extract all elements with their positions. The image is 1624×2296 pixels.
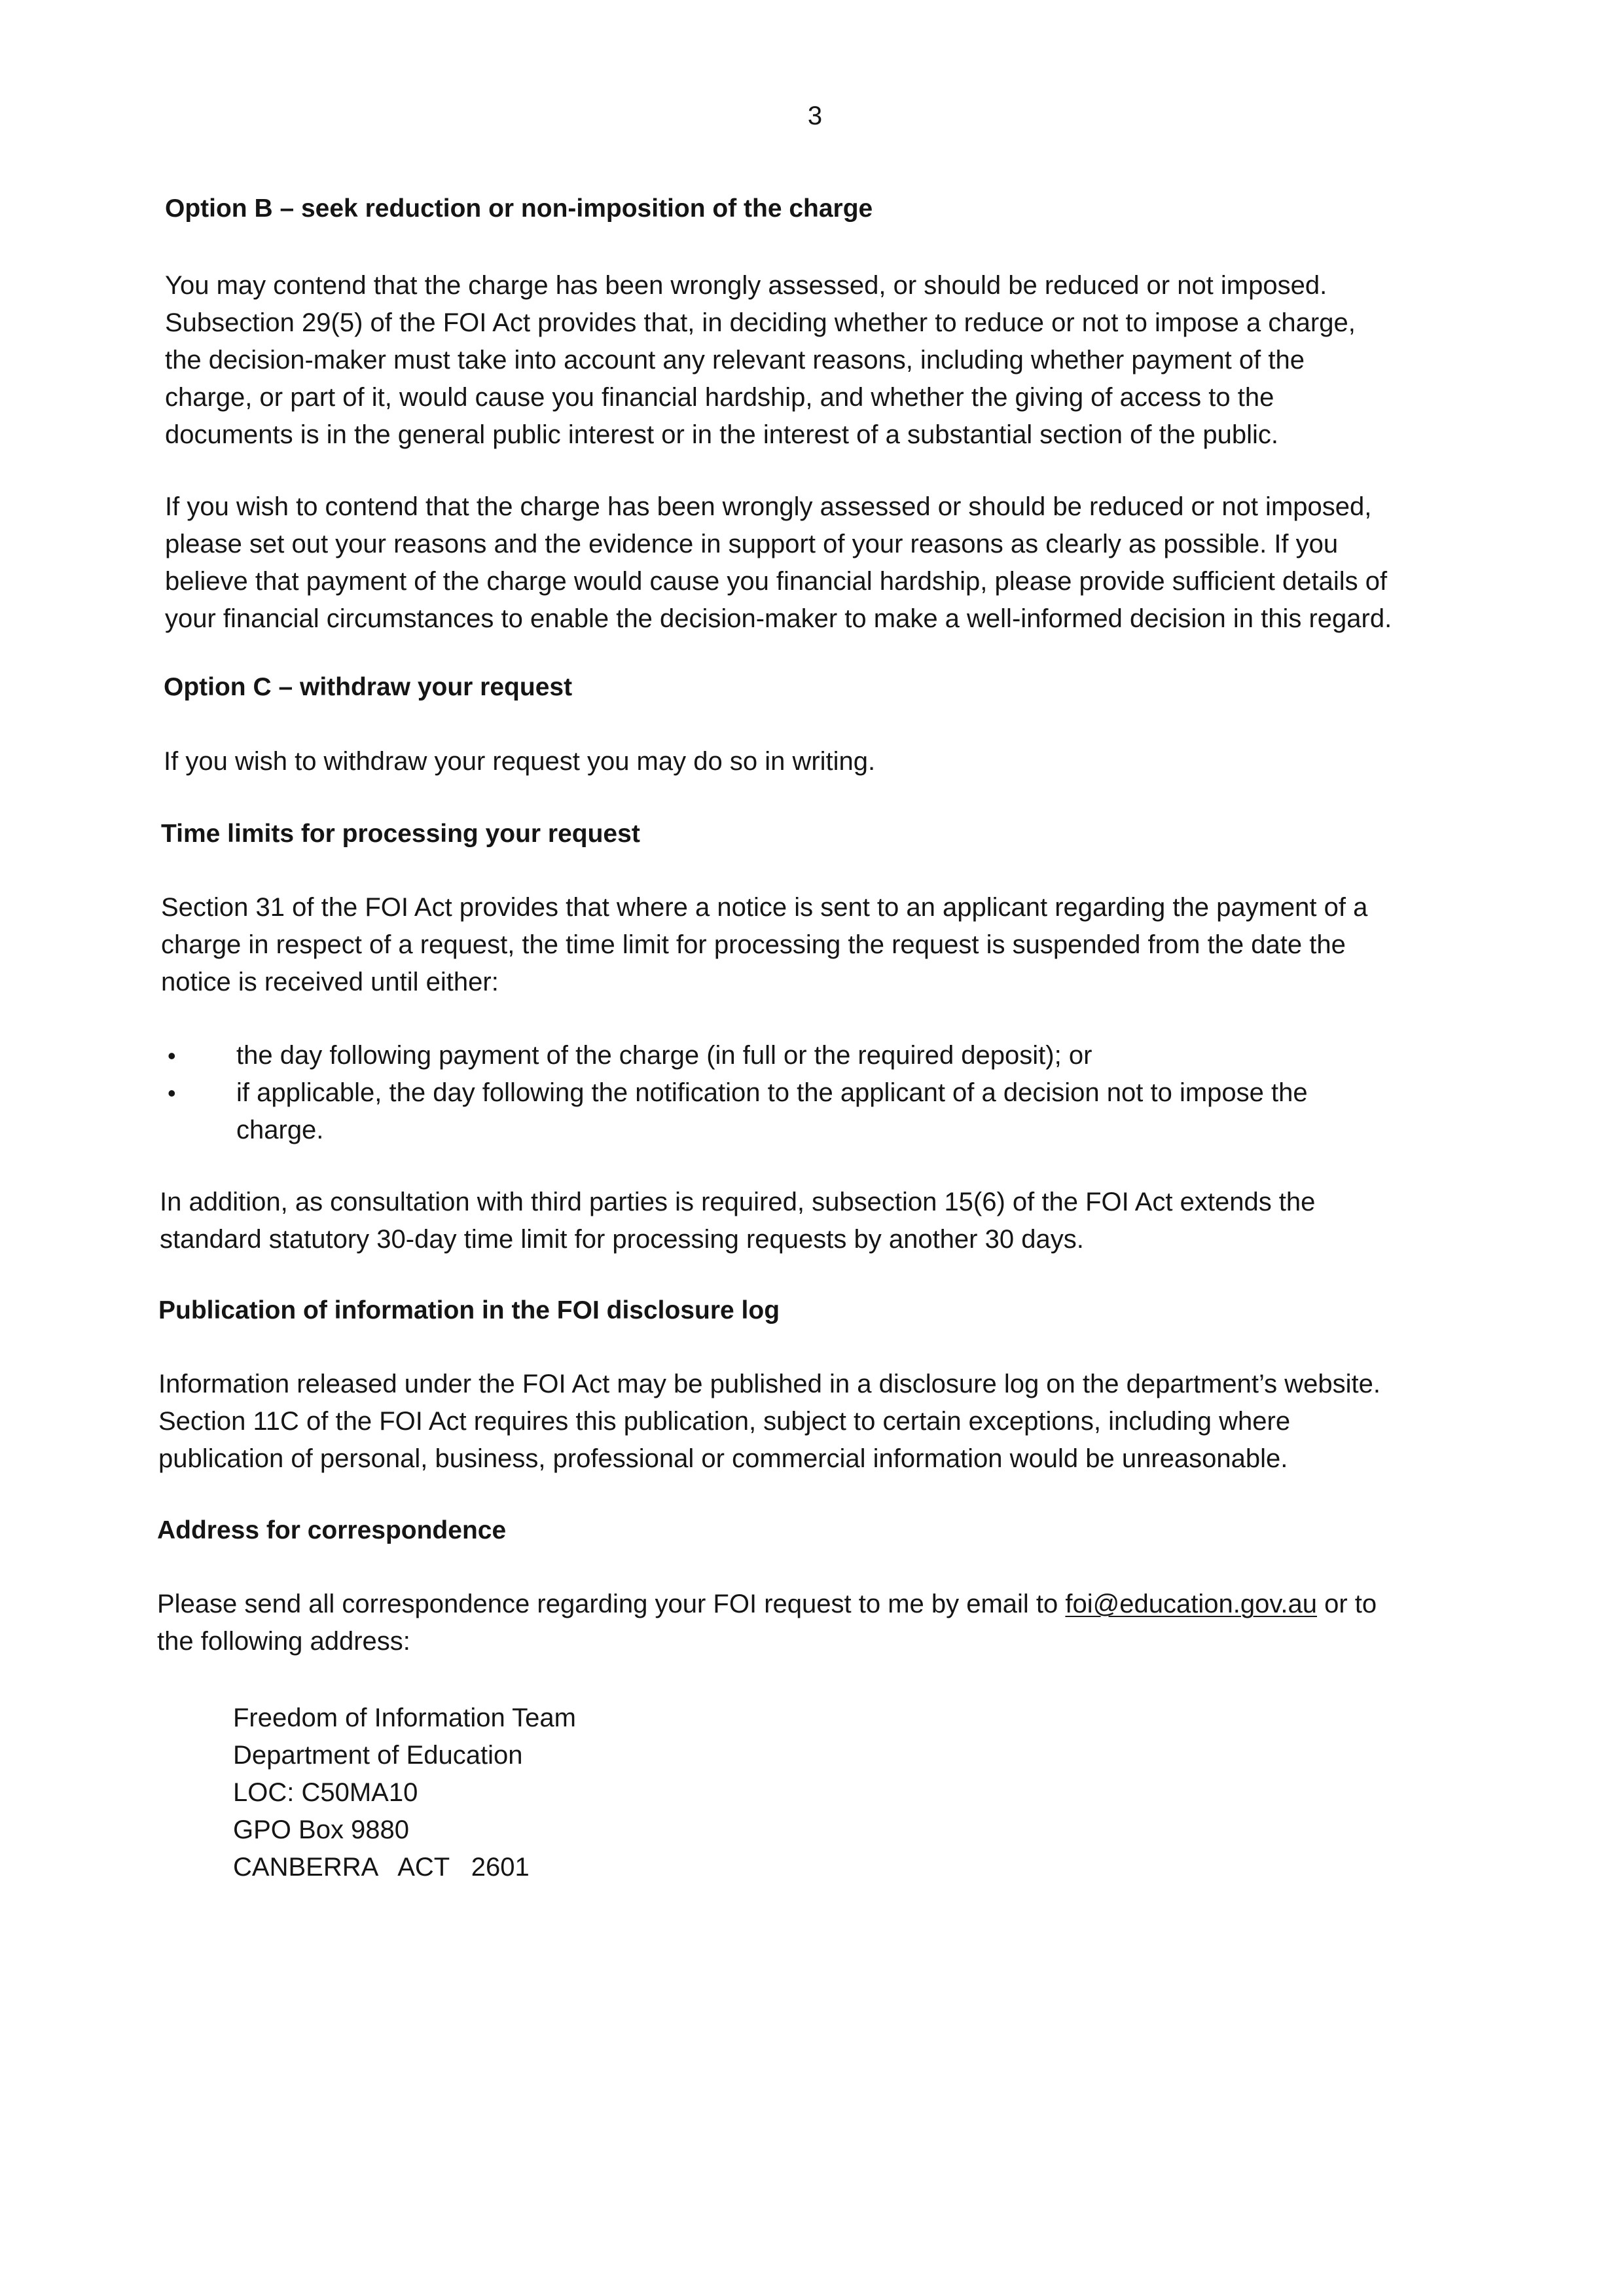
paragraph-line: Information released under the FOI Act may be published in a disclosure log on the department’s website. — [158, 1370, 1380, 1398]
bullet-line: charge. — [236, 1116, 324, 1144]
option-b-paragraph-1 — [165, 267, 1618, 454]
paragraph-line: charge, or part of it, would cause you financial hardship, and whether the giving of access to the — [165, 383, 1274, 412]
paragraph-line — [157, 1586, 1610, 1623]
address-line: Department of Education — [233, 1741, 523, 1770]
option-c-heading: Option C – withdraw your request — [164, 673, 573, 701]
bullet-item — [160, 1074, 1545, 1149]
correspondence-paragraph — [157, 1586, 1610, 1660]
paragraph-line: Section 11C of the FOI Act requires this publication, subject to certain exceptions, including where — [158, 1407, 1291, 1436]
paragraph-line: notice is received until either: — [161, 968, 499, 996]
option-b-paragraph-2 — [165, 488, 1618, 638]
bullet-line: if applicable, the day following the notification to the applicant of a decision not to impose the — [236, 1078, 1308, 1107]
bullet-item — [160, 1037, 1545, 1074]
bullet-icon: • — [168, 1080, 176, 1106]
paragraph-text: or to — [1316, 1590, 1377, 1618]
paragraph-line: If you wish to withdraw your request you may do so in writing. — [164, 747, 876, 776]
address-line: Freedom of Information Team — [233, 1704, 576, 1732]
paragraph-line: charge in respect of a request, the time limit for processing the request is suspended from the date the — [161, 930, 1346, 959]
address-line: CANBERRA ACT 2601 — [233, 1853, 530, 1882]
bullet-line: the day following payment of the charge (in full or the required deposit); or — [236, 1041, 1092, 1070]
paragraph-line: publication of personal, business, professional or commercial information would be unreasonable. — [158, 1444, 1288, 1473]
page-number: 3 — [807, 101, 823, 130]
paragraph-line: In addition, as consultation with third parties is required, subsection 15(6) of the FOI Act extends the — [160, 1188, 1316, 1216]
email-link[interactable]: foi@education.gov.au — [1065, 1590, 1317, 1618]
option-b-heading: Option B – seek reduction or non-imposition of the charge — [165, 194, 873, 223]
paragraph-line: Section 31 of the FOI Act provides that where a notice is sent to an applicant regarding the payment of a — [161, 893, 1368, 922]
address-line: LOC: C50MA10 — [233, 1778, 418, 1807]
paragraph-line: the decision-maker must take into account any relevant reasons, including whether payment of the — [165, 346, 1305, 374]
time-limits-paragraph-1 — [161, 889, 1614, 1001]
paragraph-line: please set out your reasons and the evidence in support of your reasons as clearly as possible. If you — [165, 530, 1339, 558]
paragraph-line: You may contend that the charge has been wrongly assessed, or should be reduced or not imposed. — [165, 271, 1327, 300]
option-c-paragraph — [164, 743, 1617, 780]
paragraph-line: documents is in the general public interest or in the interest of a substantial section of the public. — [165, 420, 1278, 449]
paragraph-line: believe that payment of the charge would cause you financial hardship, please provide sufficient details of — [165, 567, 1388, 596]
paragraph-line: your financial circumstances to enable the decision-maker to make a well-informed decision in this regard. — [165, 604, 1392, 633]
publication-heading: Publication of information in the FOI disclosure log — [158, 1296, 780, 1324]
time-limits-heading: Time limits for processing your request — [161, 820, 640, 848]
bullet-icon: • — [168, 1042, 176, 1069]
address-line: GPO Box 9880 — [233, 1815, 410, 1844]
correspondence-heading: Address for correspondence — [157, 1516, 507, 1544]
paragraph-line: If you wish to contend that the charge has been wrongly assessed or should be reduced or not imposed, — [165, 492, 1372, 521]
paragraph-line: Subsection 29(5) of the FOI Act provides that, in deciding whether to reduce or not to impose a charge, — [165, 308, 1356, 337]
time-limits-paragraph-2 — [160, 1184, 1613, 1258]
paragraph-line: standard statutory 30-day time limit for processing requests by another 30 days. — [160, 1225, 1084, 1254]
time-limits-bullet-list — [160, 1037, 1545, 1149]
publication-paragraph — [158, 1366, 1612, 1478]
paragraph-text: Please send all correspondence regarding your FOI request to me by email to — [157, 1590, 1066, 1618]
paragraph-line: the following address: — [157, 1627, 410, 1656]
postal-address — [233, 1700, 576, 1886]
